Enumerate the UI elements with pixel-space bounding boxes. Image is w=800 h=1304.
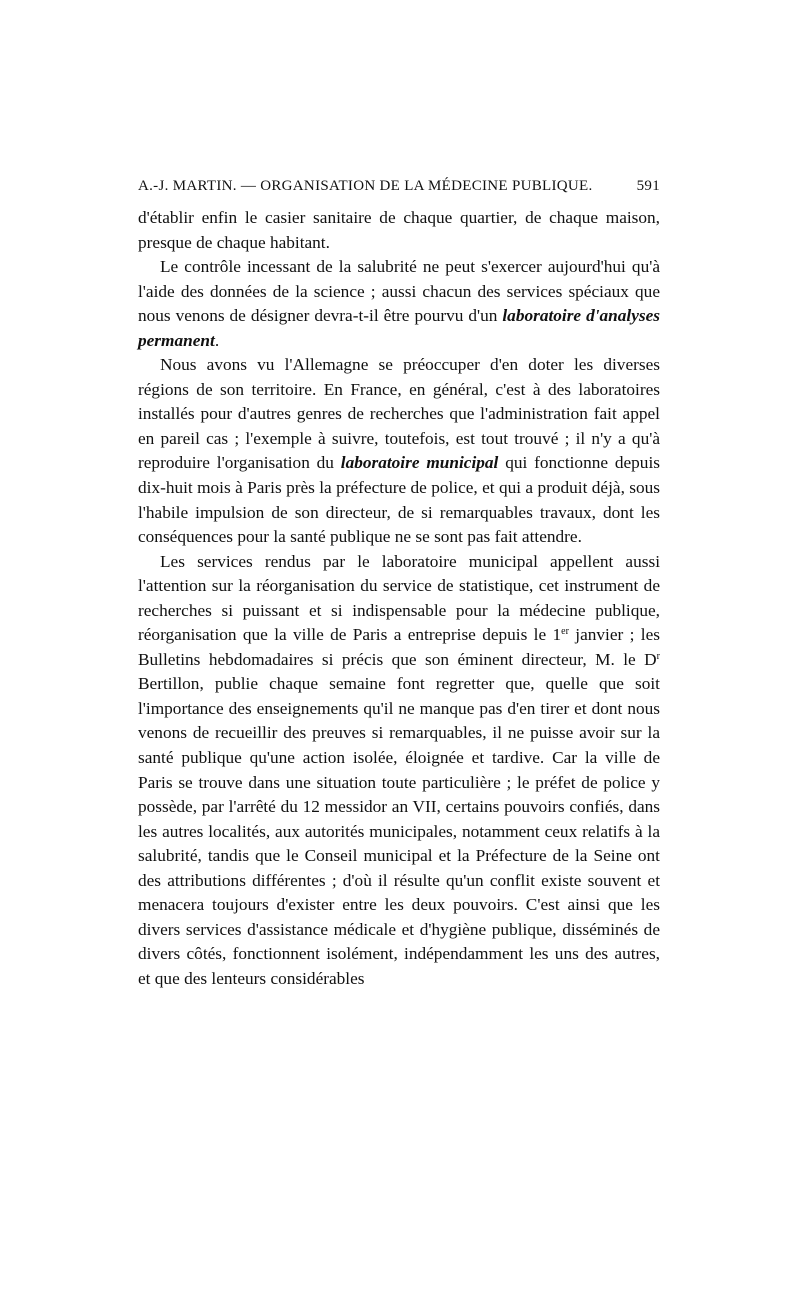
paragraph-3-text-a: Nous avons vu l'Allemagne se préoccuper d'en doter les diverses régions de son territoire. En France, en général, c'est à des laboratoires installés pour d'autres genres de recherches que l'administration fait appel en pareil cas ; l'exemple à suivre, toutefois, est tout trouvé ; il n'y a qu'à reproduire l'organisation du [138, 355, 660, 473]
paragraph-1-text: d'établir enfin le casier sanitaire de chaque quartier, de chaque maison, presque de chaque habitant. [138, 208, 660, 252]
paragraph-2-text-a: Le contrôle incessant de la salubrité ne peut s'exercer aujourd'hui qu'à l'aide des données de la science ; aussi chacun des services spéciaux que nous venons de désigner devra-t-il être pourvu d'un [138, 257, 660, 326]
paragraph-4-text-a: Les services rendus par le laboratoire municipal appellent aussi l'attention sur la réorganisation du service de statistique, cet instrument de recherches si puissant et si indispensable pour la médecine publique, réorganisation que la ville de Paris a entreprise depuis le 1 [138, 551, 660, 645]
book-page [138, 166, 660, 992]
paragraph-3 [138, 353, 660, 549]
paragraph-2 [138, 255, 660, 353]
body-text [138, 206, 660, 992]
paragraph-2-emphasis: laboratoire d'analyses permanent [138, 306, 660, 350]
paragraph-4-text-c: Bertillon, publie chaque semaine font regretter que, quelle que soit l'importance des enseignements qu'il ne manque pas d'en tirer et dont nous venons de recueillir des preuves si remarquables, il ne puisse avoir sur la santé publique qu'une action isolée, éloignée et tardive. Car la ville de Paris se trouve dans une situation toute particulière ; le préfet de police y possède, par l'arrêté du 12 messidor an VII, certains pouvoirs confiés, dans les autres localités, aux autorités municipales, notamment ceux relatifs à la salubrité, tandis que le Conseil municipal et la Préfecture de la Seine ont des attributions différentes ; d'où il résulte qu'un conflit existe souvent et menacera toujours d'exister entre les deux pouvoirs. C'est ainsi que les divers services d'assistance médicale et d'hygiène publique, disséminés de divers côtés, fonctionnent isolément, indépendamment les uns des autres, et que des lenteurs considérables [138, 674, 660, 988]
running-title: A.-J. MARTIN. — ORGANISATION DE LA MÉDECINE PUBLIQUE. [138, 178, 593, 194]
paragraph-1 [138, 206, 660, 255]
running-head [138, 166, 660, 206]
paragraph-3-text-b: qui fonctionne depuis dix-huit mois à Paris près la préfecture de police, et qui a produit déjà, sous l'habile impulsion de son directeur, de si remarquables travaux, dont les conséquences pour la santé publique ne se sont pas fait attendre. [138, 453, 660, 547]
page-number: 591 [636, 178, 660, 194]
paragraph-4-text-b: janvier ; les Bulletins hebdomadaires si précis que son éminent directeur, M. le D [138, 625, 660, 669]
paragraph-4-superscript-1: er [561, 626, 569, 638]
paragraph-2-text-b: . [214, 330, 220, 350]
paragraph-4-superscript-2: r [656, 650, 660, 662]
paragraph-4 [138, 550, 660, 992]
paragraph-3-emphasis: laboratoire municipal [340, 453, 499, 473]
